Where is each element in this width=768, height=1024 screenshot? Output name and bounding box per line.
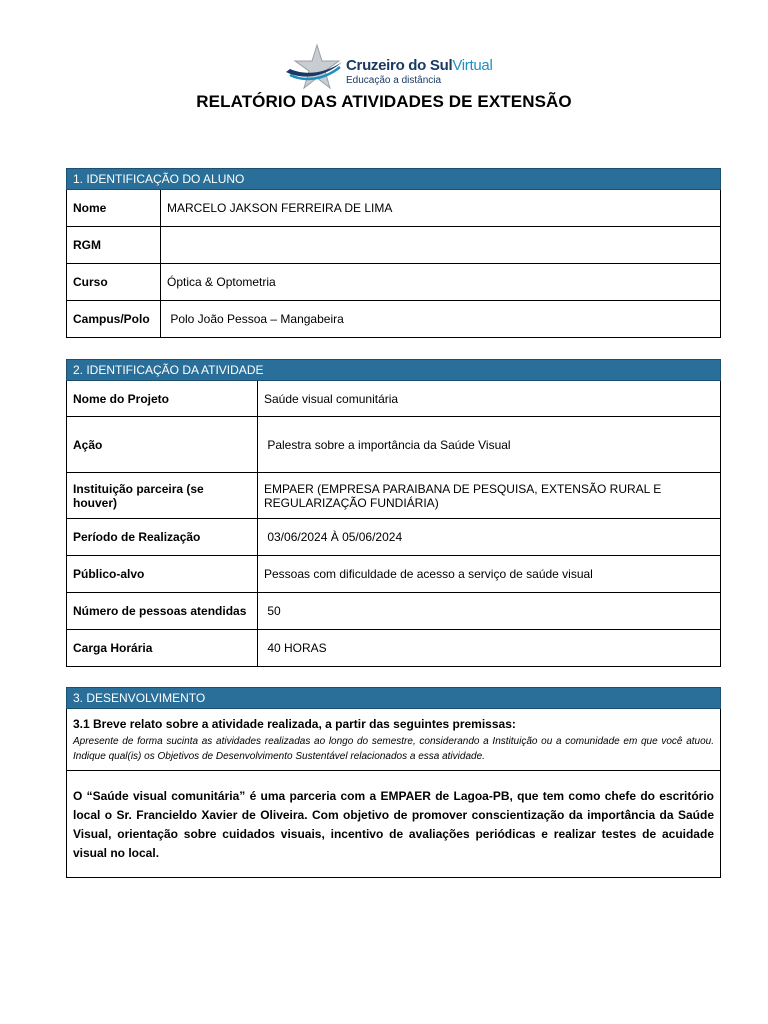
development-subheading: 3.1 Breve relato sobre a atividade realizada, a partir das seguintes premissas: [73, 717, 516, 731]
document-title: RELATÓRIO DAS ATIVIDADES DE EXTENSÃO [196, 92, 572, 111]
table-row [67, 519, 721, 556]
table-row [67, 771, 721, 878]
period-value: 03/06/2024 À 05/06/2024 [258, 519, 721, 556]
workload-value: 40 HORAS [258, 630, 721, 667]
field-label: Período de Realização [67, 519, 258, 556]
field-label: Campus/Polo [67, 301, 161, 338]
table-row [67, 190, 721, 227]
field-label: Nome [67, 190, 161, 227]
field-label: Carga Horária [67, 630, 258, 667]
logo-brand-part1: Cruzeiro do Sul [346, 57, 453, 74]
table-row [67, 593, 721, 630]
field-label: Número de pessoas atendidas [67, 593, 258, 630]
development-body-text: O “Saúde visual comunitária” é uma parceria com a EMPAER de Lagoa-PB, que tem como chefe do escritório local o Sr. Francieldo Xavier de Oliveira. Com objetivo de promover conscientização da importância da Saúde Visual, orientação sobre cuidados visuais, incentivo de avaliações periódicas e realizar testes de acuidade visual no local. [73, 789, 714, 860]
star-swoosh-logo-icon [284, 42, 344, 92]
logo-tagline: Educação a distância [346, 75, 442, 86]
action-value: Palestra sobre a importância da Saúde Visual [258, 417, 721, 473]
development-instructions: Apresente de forma sucinta as atividades realizadas ao longo do semestre, considerando a Instituição ou a comunidade em que você atuou. Indique qual(is) os Objetivos de Desenvolvimento Sustentável relacionados a essa atividade. [73, 736, 714, 762]
course-value: Óptica & Optometria [161, 264, 721, 301]
table-row [67, 709, 721, 771]
table-row [67, 264, 721, 301]
logo-brand-part2: Virtual [452, 57, 493, 74]
logo-brand-name [346, 57, 493, 74]
brand-logo [284, 42, 494, 92]
field-label: Instituição parceira (se houver) [67, 473, 258, 519]
field-label: Curso [67, 264, 161, 301]
target-audience-value: Pessoas com dificuldade de acesso a serviço de saúde visual [258, 556, 721, 593]
section3-heading: 3. DESENVOLVIMENTO [67, 688, 721, 709]
field-label: Nome do Projeto [67, 381, 258, 417]
section1-heading: 1. IDENTIFICAÇÃO DO ALUNO [67, 169, 721, 190]
table-row [67, 556, 721, 593]
project-name-value: Saúde visual comunitária [258, 381, 721, 417]
activity-identification-table [66, 359, 721, 667]
rgm-value [161, 227, 721, 264]
table-row [67, 473, 721, 519]
field-label: Público-alvo [67, 556, 258, 593]
section2-heading: 2. IDENTIFICAÇÃO DA ATIVIDADE [67, 360, 721, 381]
development-table [66, 687, 721, 878]
field-label: Ação [67, 417, 258, 473]
table-row [67, 630, 721, 667]
field-label: RGM [67, 227, 161, 264]
people-served-value: 50 [258, 593, 721, 630]
partner-institution-value: EMPAER (EMPRESA PARAIBANA DE PESQUISA, EXTENSÃO RURAL E REGULARIZAÇÃO FUNDIÁRIA) [258, 473, 721, 519]
table-row [67, 301, 721, 338]
table-row [67, 227, 721, 264]
table-row [67, 381, 721, 417]
table-row [67, 417, 721, 473]
campus-value: Polo João Pessoa – Mangabeira [161, 301, 721, 338]
student-identification-table [66, 168, 721, 338]
student-name-value: MARCELO JAKSON FERREIRA DE LIMA [161, 190, 721, 227]
